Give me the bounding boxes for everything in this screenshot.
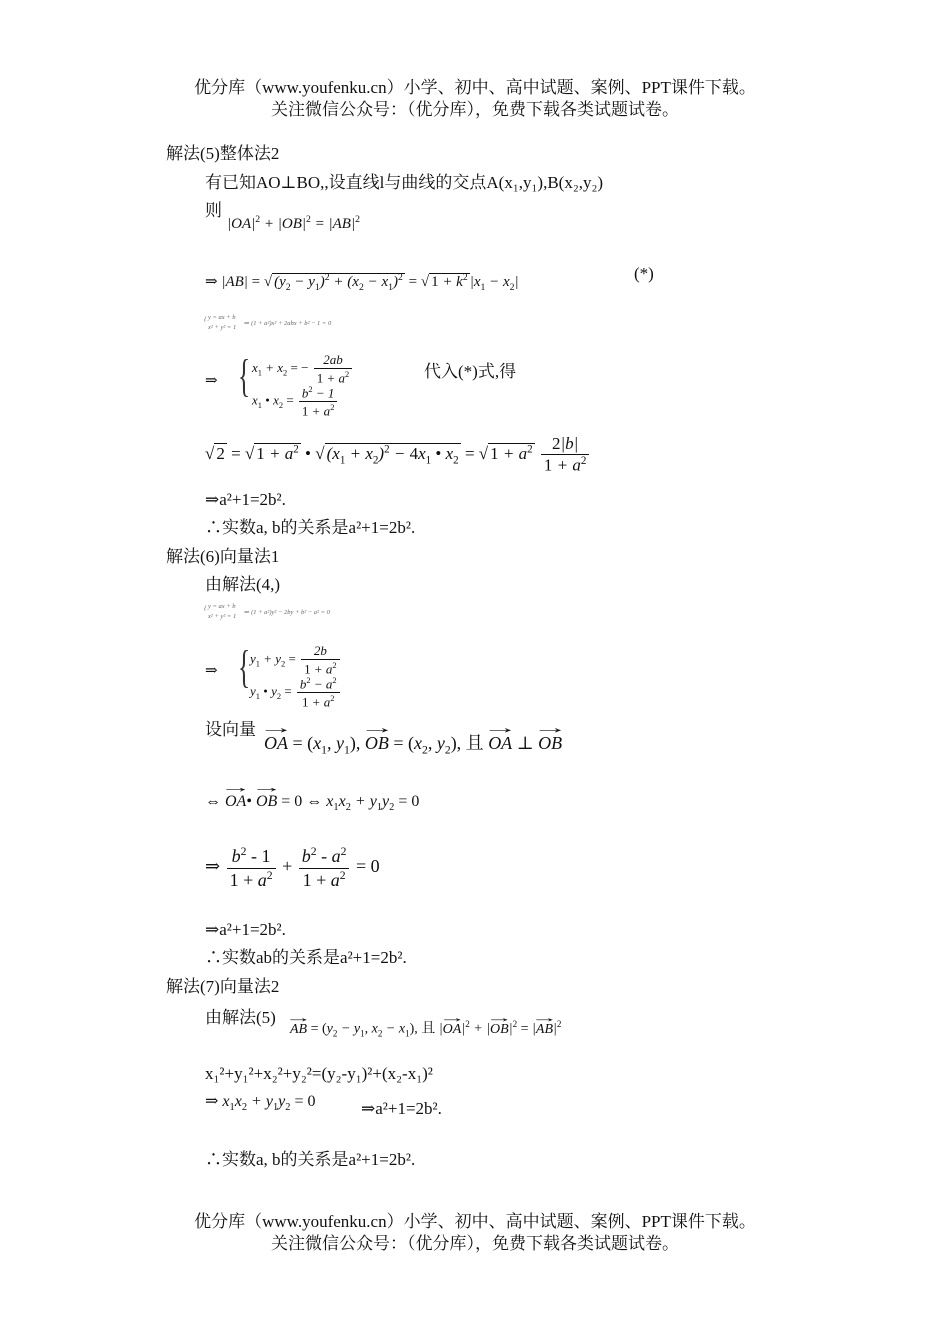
header-line-2: 关注微信公众号：（优分库），免费下载各类试题试卷。 (271, 100, 679, 119)
small-brace-2: { (204, 605, 207, 612)
implies-arrow-2: ⇒ (205, 663, 218, 679)
footer-line-1: 优分库（www.youfenku.cn）小学、初中、高中试题、案例、PPT课件下载。 (194, 1212, 756, 1231)
star-mark: (*) (634, 264, 654, 283)
method7-conclusion: ∴实数a, b的关系是a²+1=2b². (205, 1150, 416, 1169)
dot-product-zero: ⇔ → OA• → OB = 0 ⇔ $x_1x_2 + y_1y_2 = 0$ (205, 792, 419, 815)
method7-result: ⇒a²+1=2b². (361, 1099, 442, 1118)
method7-equation: x₁²+y₁²+x₂²+y₂²=(y₂-y₁)²+(x₂-x₁)² (205, 1064, 433, 1083)
method5-title: 解法(5)整体法2 (166, 144, 280, 163)
method6-from: 由解法(4,) (205, 575, 281, 594)
small-system-eq1: y = ax + b (208, 314, 236, 321)
method5-conclusion: ∴实数a, b的关系是a²+1=2b². (205, 518, 416, 537)
method5-result: ⇒a²+1=2b². (205, 490, 286, 509)
method5-ze: 则 (205, 201, 222, 220)
equation-sqrt2: √ 2 = √ $1 + a^2$ • √ $(x_1 + x_2)^2 - 4x_1$ • $x_2$ = √ $1 + a^2$ $\frac{2|b|}{1 + a^2}$ (205, 434, 591, 476)
implies-arrow: ⇒ (205, 373, 218, 389)
method7-from: 由解法(5) (205, 1008, 276, 1027)
method7-title: 解法(7)向量法2 (166, 977, 280, 996)
system-brace: { (238, 350, 251, 401)
set-vector-text: 设向量 (205, 720, 256, 739)
vector-ab-equation: → AB = ($y_2 - y_1$, $x_2 - x_1$), 且 |→ $OA|^2$ + |→ $OB|^2$ = |→ $AB|^2$ (290, 1019, 561, 1039)
small-system-result: ⇒ (1 + a²)x² + 2abx + b² − 1 = 0 (244, 320, 332, 327)
vector-definitions: → OA = ($x_1$, $y_1$), → OB = ($x_2$, $y_2$), 且 → OA ⊥ → OB (264, 733, 562, 758)
vieta-sum-x: $x_1 + x_2$ = − $\frac{2ab}{1 + a^2}$ (252, 352, 354, 386)
footer-line-2: 关注微信公众号：（优分库），免费下载各类试题试卷。 (271, 1234, 679, 1253)
vieta-product-x: $x_1$ • $x_2$ = $\frac{b^2 - 1}{1 + a^2}$ (252, 384, 339, 419)
xy-product-zero: ⇒ $x_1x_2 + y_1y_2 = 0$ (205, 1093, 316, 1114)
substitute-text: 代入(*)式,得 (424, 362, 517, 381)
method6-title: 解法(6)向量法1 (166, 547, 280, 566)
fraction-sum-zero: ⇒ $\frac{b^2 - 1}{1 + a^2}$ + $\frac{b^2 - a^2}{1 + a^2}$ = 0 (205, 845, 380, 890)
small-system2-eq1: y = ax + b (208, 603, 236, 610)
vieta-product-y: $y_1$ • $y_2$ = $\frac{b^2 - a^2}{1 + a^2}$ (250, 675, 342, 710)
small-system2-result: ⇒ (1 + a²)y² − 2by + b² − a² = 0 (244, 609, 330, 616)
small-system-eq2: x² + y² = 1 (208, 324, 237, 331)
small-system2-eq2: x² + y² = 1 (208, 613, 237, 620)
header-line-1: 优分库（www.youfenku.cn）小学、初中、高中试题、案例、PPT课件下载。 (194, 78, 756, 97)
method6-conclusion: ∴实数ab的关系是a²+1=2b². (205, 948, 407, 967)
method6-result: ⇒a²+1=2b². (205, 920, 286, 939)
equation-ab-length: ⇒ |AB| = √ $(y_2 - y_1)^2 + (x_2 - x_1)^2$ = √ $1 + k^2$ $|x_1 - x_2|$ (205, 272, 519, 293)
system-brace-2: { (238, 641, 251, 692)
small-brace: { (204, 316, 207, 323)
equation-oa-ob-ab: $|OA|^2 + |OB|^2 = |AB|^2$ (227, 214, 360, 232)
method5-intro: 有已知AO⊥BO,,设直线l与曲线的交点A(x₁,y₁),B(x₂,y₂) (205, 173, 604, 192)
vieta-sum-y: $y_1 + y_2$ = $\frac{2b}{1 + a^2}$ (250, 643, 342, 677)
